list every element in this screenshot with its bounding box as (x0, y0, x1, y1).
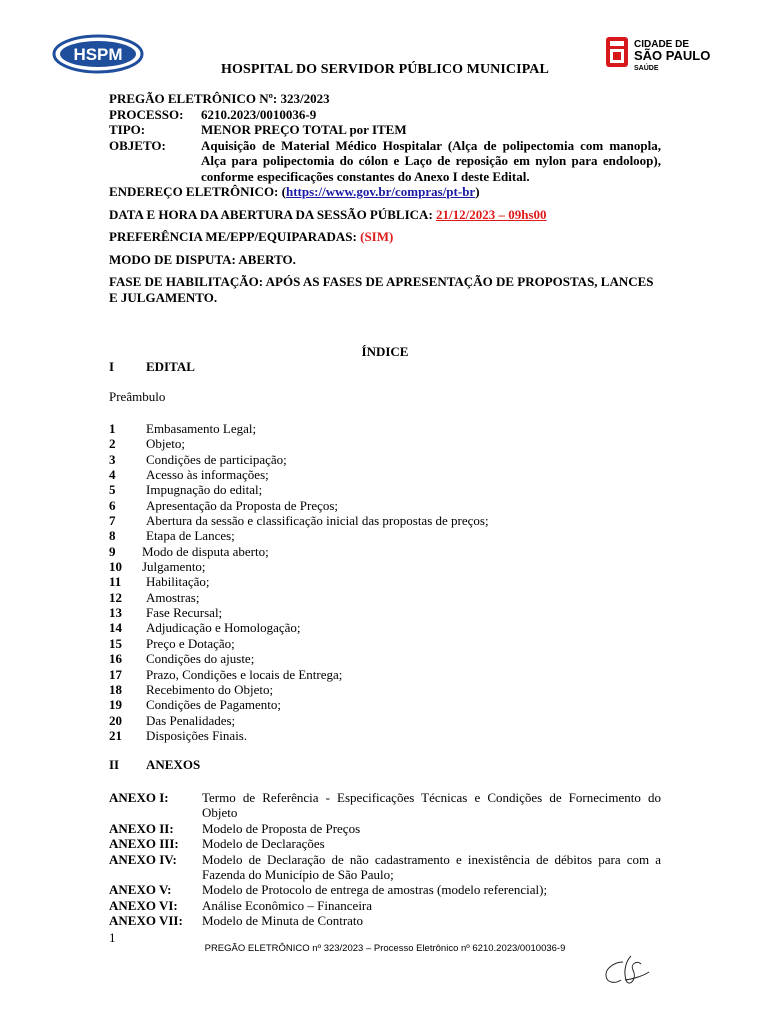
preambulo: Preâmbulo (109, 389, 166, 404)
data-hora-value: 21/12/2023 – 09hs00 (436, 206, 547, 222)
hspm-logo-text: HSPM (73, 45, 123, 64)
handwritten-signature (601, 952, 653, 988)
toc-item (109, 513, 489, 528)
toc-item-number: 16 (109, 651, 122, 667)
toc-item (109, 651, 489, 666)
processo-label: PROCESSO: (109, 106, 184, 122)
toc-item-title: Preço e Dotação; (146, 635, 235, 651)
toc-item-number: 6 (109, 497, 116, 513)
toc-item-title: Impugnação do edital; (146, 482, 263, 498)
toc-item (109, 697, 489, 712)
toc-item-number: 15 (109, 635, 122, 651)
toc-item-title: Recebimento do Objeto; (146, 681, 274, 697)
toc-item-title: Amostras; (146, 589, 200, 605)
annex-description: Modelo de Protocolo de entrega de amostras (modelo referencial); (202, 882, 548, 898)
annex-description: Modelo de Proposta de Preços (202, 820, 361, 836)
preferencia-value: (SIM) (360, 229, 394, 244)
processo-value: 6210.2023/0010036-9 (201, 106, 317, 122)
toc-item (109, 467, 489, 482)
endereco-eletronico (109, 184, 661, 200)
annex-label: ANEXO VII: (109, 913, 183, 929)
section-edital-heading (109, 359, 195, 375)
toc-item (109, 605, 489, 620)
toc-item-number: 10 (109, 559, 122, 575)
toc-item-number: 4 (109, 467, 116, 483)
toc-item-number: 8 (109, 528, 116, 544)
toc-item-number: 18 (109, 681, 122, 697)
toc-item-number: 5 (109, 482, 116, 498)
toc-item (109, 636, 489, 651)
toc-item (109, 559, 489, 574)
hospital-title: HOSPITAL DO SERVIDOR PÚBLICO MUNICIPAL (221, 62, 549, 77)
section-number: I (109, 359, 115, 374)
annex-description: Modelo de Minuta de Contrato (202, 913, 364, 929)
toc-item (109, 728, 489, 743)
annex-description: Termo de Referência - Especificações Técnicas e Condições de Fornecimento do Objeto (202, 790, 661, 821)
toc-item-number: 9 (109, 543, 116, 559)
fase-habilitacao: FASE DE HABILITAÇÃO: APÓS AS FASES DE APRESENTAÇÃO DE PROPOSTAS, LANCES E JULGAMENTO. (109, 274, 654, 305)
section-anexos-heading (109, 757, 200, 773)
annex-description: Modelo de Declaração de não cadastramento e inexistência de débitos para com a Fazenda do Município de São Paulo; (202, 851, 661, 883)
annex-label: ANEXO IV: (109, 851, 177, 867)
toc-item-title: Objeto; (146, 436, 185, 452)
toc-item (109, 682, 489, 697)
annex-label: ANEXO V: (109, 882, 172, 898)
annex-description: Análise Econômico – Financeira (202, 897, 373, 913)
tipo-value: MENOR PREÇO TOTAL por ITEM (201, 122, 407, 137)
table-of-contents (109, 421, 489, 743)
annex-item (109, 821, 661, 836)
toc-item-number: 14 (109, 620, 122, 636)
toc-item-number: 3 (109, 451, 116, 467)
processo-row (109, 107, 661, 123)
toc-item-title: Adjudicação e Homologação; (146, 620, 301, 636)
page-number: 1 (109, 930, 116, 945)
annex-label: ANEXO VI: (109, 897, 178, 913)
data-hora-label: DATA E HORA DA ABERTURA DA SESSÃO PÚBLICA: (109, 206, 437, 222)
toc-item (109, 544, 489, 559)
tipo-row (109, 122, 661, 138)
toc-item-number: 20 (109, 712, 122, 728)
toc-item-title: Acesso às informações; (146, 467, 269, 483)
toc-item-title: Prazo, Condições e locais de Entrega; (146, 666, 343, 682)
annex-item (109, 898, 661, 913)
page-footer: PREGÃO ELETRÔNICO nº 323/2023 – Processo Eletrônico nº 6210.2023/0010036-9 (204, 943, 566, 954)
objeto-label: OBJETO: (109, 137, 166, 153)
modo-disputa: MODO DE DISPUTA: ABERTO. (109, 251, 296, 267)
toc-item-title: Embasamento Legal; (146, 421, 257, 436)
annex-label: ANEXO III: (109, 836, 179, 852)
toc-item (109, 498, 489, 513)
toc-item-title: Condições de participação; (146, 451, 287, 467)
toc-item-title: Habilitação; (146, 574, 210, 590)
toc-item-title: Etapa de Lances; (146, 528, 235, 544)
toc-item-number: 21 (109, 727, 122, 743)
toc-item-number: 7 (109, 513, 116, 529)
endereco-suffix: ) (475, 184, 480, 199)
city-logo-line1: CIDADE DE (634, 39, 690, 50)
annex-list (109, 790, 661, 929)
toc-item-title: Julgamento; (142, 559, 206, 575)
toc-item (109, 590, 489, 605)
objeto-value: Aquisição de Material Médico Hospitalar (Alça de polipectomia com manopla, Alça para polipectomia do cólon e Laço de reposição em nylon para endoloop), conforme especificações constantes do Anexo I deste Edital. (201, 137, 661, 184)
pregao-number: PREGÃO ELETRÔNICO Nº: 323/2023 (109, 91, 330, 106)
annex-label: ANEXO II: (109, 820, 174, 836)
toc-item (109, 482, 489, 497)
annex-item (109, 882, 661, 897)
objeto-row (109, 138, 661, 185)
toc-item (109, 436, 489, 451)
preferencia-me-epp (109, 229, 661, 245)
toc-item-title: Modo de disputa aberto; (142, 543, 269, 559)
toc-item (109, 452, 489, 467)
toc-item-number: 11 (109, 574, 122, 590)
toc-item-number: 17 (109, 666, 122, 682)
annex-label: ANEXO I: (109, 790, 169, 805)
annex-item (109, 790, 661, 821)
toc-item (109, 713, 489, 728)
toc-item (109, 620, 489, 635)
toc-item-number: 12 (109, 589, 122, 605)
toc-item (109, 574, 489, 589)
city-logo-line3: SAÚDE (634, 65, 659, 72)
tender-info (109, 91, 661, 305)
toc-item-title: Condições de Pagamento; (146, 697, 282, 713)
compras-gov-link[interactable]: https://www.gov.br/compras/pt-br (285, 184, 476, 199)
annex-description: Modelo de Declarações (202, 836, 325, 852)
toc-item-title: Condições do ajuste; (146, 651, 255, 667)
annex-item (109, 836, 661, 851)
toc-item-title: Abertura da sessão e classificação inicial das propostas de preços; (146, 513, 489, 529)
toc-item-number: 1 (109, 421, 116, 436)
toc-item-title: Disposições Finais. (146, 727, 248, 743)
toc-item (109, 528, 489, 543)
toc-item (109, 421, 489, 436)
toc-item-number: 19 (109, 697, 122, 713)
section-number: II (109, 757, 120, 772)
annex-item (109, 852, 661, 883)
tipo-label: TIPO: (109, 122, 146, 137)
endereco-prefix: ENDEREÇO ELETRÔNICO: ( (109, 184, 286, 199)
annex-item (109, 913, 661, 928)
city-logo-line2: SÃO PAULO (634, 48, 711, 63)
toc-item-number: 2 (109, 436, 116, 452)
toc-item-title: Fase Recursal; (146, 605, 223, 621)
data-hora-abertura (109, 207, 661, 223)
toc-item-title: Apresentação da Proposta de Preços; (146, 497, 339, 513)
preferencia-label: PREFERÊNCIA ME/EPP/EQUIPARADAS: (109, 229, 361, 244)
indice-title: ÍNDICE (361, 344, 409, 359)
toc-item-title: Das Penalidades; (146, 712, 236, 728)
toc-item (109, 667, 489, 682)
toc-item-number: 13 (109, 605, 122, 621)
section-title: ANEXOS (146, 757, 201, 772)
section-title: EDITAL (146, 359, 195, 374)
